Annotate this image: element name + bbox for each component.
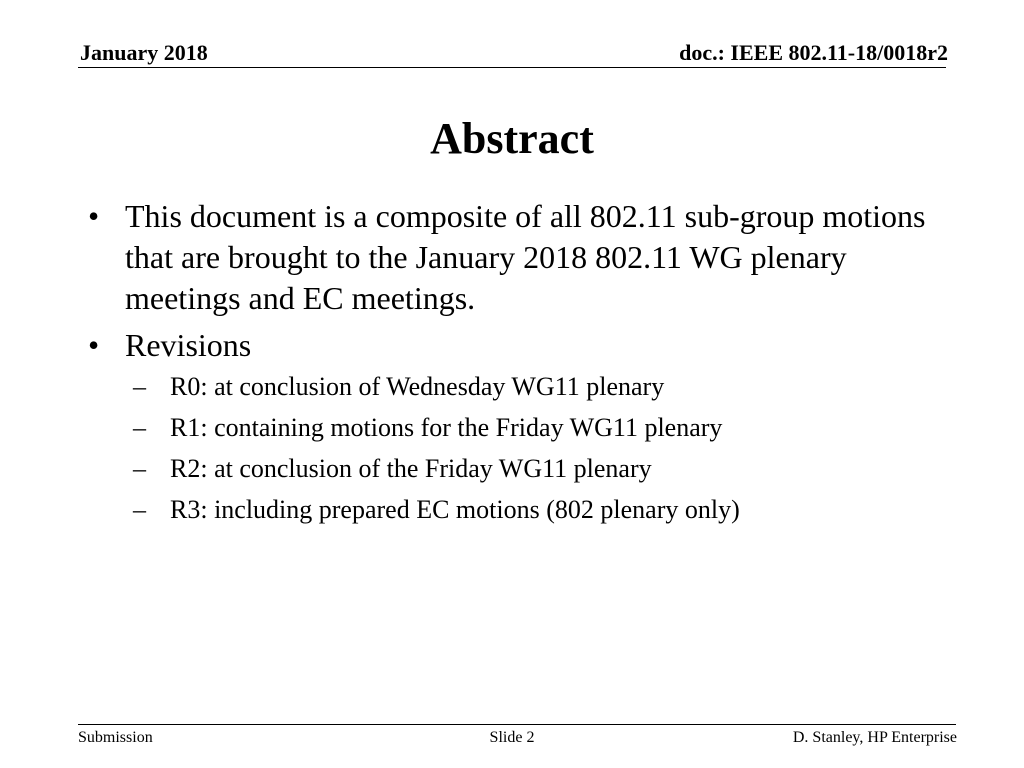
revision-text: R3: including prepared EC motions (802 plenary only): [170, 495, 740, 524]
header-divider: [78, 67, 946, 68]
bullet-text: Revisions: [125, 327, 252, 363]
header-date: January 2018: [80, 40, 208, 65]
dash-icon: –: [133, 495, 146, 524]
revision-item-r0: [125, 372, 940, 402]
footer-slide-number: Slide 2: [489, 729, 535, 746]
bullet-icon: •: [88, 327, 100, 363]
revision-text: R2: at conclusion of the Friday WG11 plenary: [170, 454, 652, 483]
bullet-list: [80, 196, 940, 536]
dash-icon: –: [133, 413, 146, 442]
revision-text: R0: at conclusion of Wednesday WG11 plenary: [170, 372, 665, 401]
bullet-text: This document is a composite of all 802.11 sub-group motions that are brought to the January 2018 802.11 WG plenary meetings and EC meetings.: [125, 198, 926, 316]
slide-title: Abstract: [430, 114, 594, 163]
bullet-item-revisions: [80, 325, 940, 525]
revision-item-r2: [125, 454, 940, 484]
dash-icon: –: [133, 372, 146, 401]
footer-submission: Submission: [78, 729, 153, 746]
footer-divider: [78, 724, 956, 725]
revision-item-r1: [125, 413, 940, 443]
revision-list: [125, 372, 940, 525]
dash-icon: –: [133, 454, 146, 483]
revision-item-r3: [125, 495, 940, 525]
bullet-item-summary: [80, 196, 940, 319]
bullet-icon: •: [88, 198, 100, 234]
footer-author: D. Stanley, HP Enterprise: [792, 729, 957, 746]
header-doc-id: doc.: IEEE 802.11-18/0018r2: [679, 40, 948, 65]
revision-text: R1: containing motions for the Friday WG11 plenary: [170, 413, 723, 442]
